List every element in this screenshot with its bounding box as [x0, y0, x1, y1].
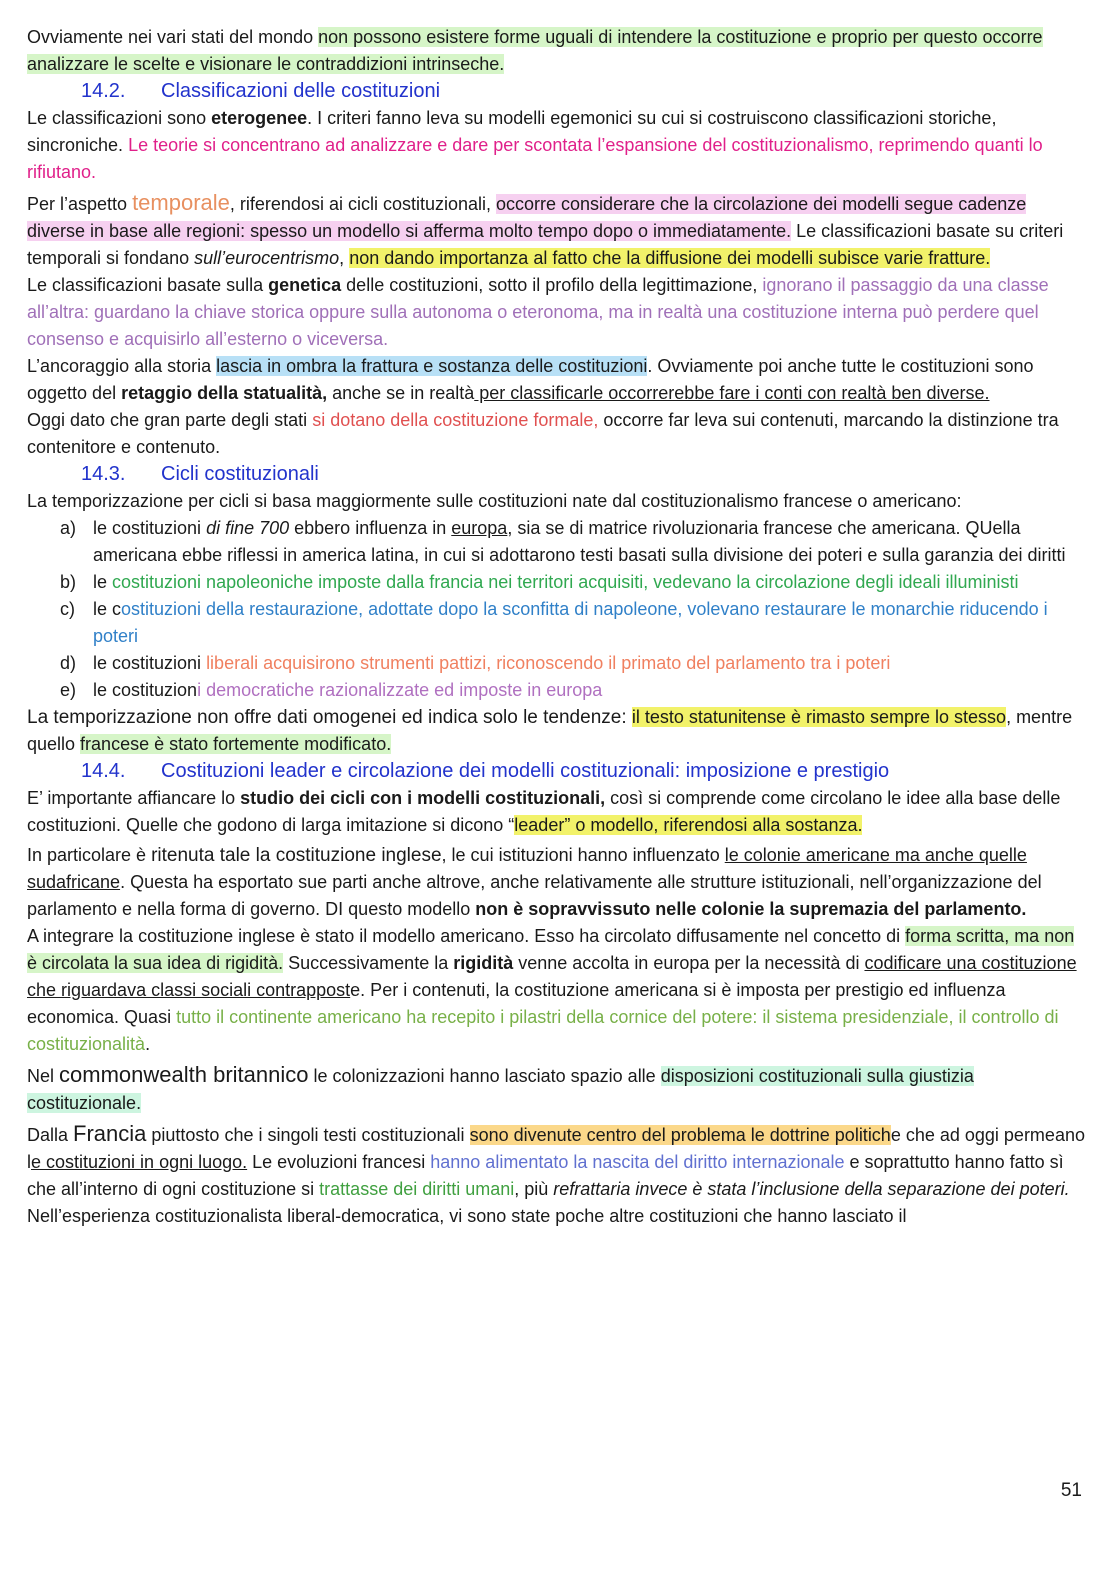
page-number: 51 — [1060, 1480, 1082, 1501]
paragraph: Le classificazioni basate sulla genetica delle costituzioni, sotto il profilo della legittimazione, ignorano il passaggio da una classe all’altra: guardano la chiave storica oppure sulla autonoma o eteronoma, ma in realtà una costituzione interna può perdere quel consenso e acquisirlo all’esterno o viceversa. — [27, 275, 1049, 349]
paragraph: Ovviamente nei vari stati del mondo non possono esistere forme uguali di intendere la costituzione e proprio per questo occorre analizzare le scelte e visionare le contraddizioni intrinseche. — [27, 27, 1043, 74]
list-item: d) le costituzioni liberali acquisirono strumenti pattizi, riconoscendo il primato del parlamento tra i poteri — [60, 653, 891, 673]
highlight: il testo statunitense è rimasto sempre lo stesso — [631, 707, 1007, 727]
colored-text: trattasse dei diritti umani — [319, 1179, 515, 1199]
highlight: non possono esistere forme uguali di intendere la costituzione e proprio per questo occorre analizzare le scelte e visionare le contraddizioni intrinseche. — [27, 27, 1043, 74]
highlight: disposizioni costituzionali sulla giustizia costituzionale. — [27, 1066, 974, 1113]
paragraph: La temporizzazione per cicli si basa maggiormente sulle costituzioni nate dal costituzionalismo francese o americano: — [27, 491, 962, 511]
cycles-list — [27, 515, 1087, 704]
paragraph: Oggi dato che gran parte degli stati si dotano della costituzione formale, occorre far leva sui contenuti, marcando la distinzione tra contenitore e contenuto. — [27, 410, 1059, 457]
paragraph: Nell’esperienza costituzionalista liberal-democratica, vi sono state poche altre costituzioni che hanno lasciato il — [27, 1206, 907, 1226]
section-heading: 14.4. Costituzioni leader e circolazione dei modelli costituzionali: imposizione e prestigio — [81, 760, 890, 782]
colored-text: ignorano il passaggio da una classe all’altra: guardano la chiave storica oppure sulla autonoma o eteronoma, ma in realtà una costituzione interna può perdere quel consenso e acquisirlo all’esterno o viceversa. — [27, 275, 1049, 349]
section-heading: 14.2. Classificazioni delle costituzioni — [81, 80, 441, 102]
underlined-text: le colonie americane ma anche quelle sudafricane — [27, 845, 1027, 892]
colored-text: si dotano della costituzione formale, — [312, 410, 599, 430]
paragraph: La temporizzazione non offre dati omogenei ed indica solo le tendenze: il testo statunitense è rimasto sempre lo stesso, mentre quello francese è stato fortemente modificato. — [27, 707, 1073, 754]
list-item: c) le costituzioni della restaurazione, adottate dopo la sconfitta di napoleone, volevano restaurare le monarchie riducendo i poteri — [60, 599, 1048, 646]
colored-text: hanno alimentato la nascita del diritto internazionale — [430, 1152, 845, 1172]
highlight: sono divenute centro del problema le dottrine politich — [469, 1125, 891, 1145]
highlight: lascia in ombra la frattura e sostanza delle costituzioni — [216, 356, 648, 376]
section-heading: 14.3. Cicli costituzionali — [81, 463, 319, 485]
paragraph: E’ importante affiancare lo studio dei cicli con i modelli costituzionali, così si comprende come circolano le idee alla base delle costituzioni. Quelle che godono di larga imitazione si dicono “leader” o modello, riferendosi alla sostanza. — [27, 788, 1061, 835]
paragraph: A integrare la costituzione inglese è stato il modello americano. Esso ha circolato diffusamente nel concetto di forma scritta, ma non è circolata la sua idea di rigidità. Successivamente la rigidità venne accolta in europa per la necessità di codificare una costituzione che riguardava classi sociali contrapposte. Per i contenuti, la costituzione americana si è imposta per prestigio ed influenza economica. Quasi tutto il continente americano ha recepito i pilastri della cornice del potere: il sistema presidenziale, il controllo di costituzionalità. — [27, 926, 1077, 1054]
paragraph: In particolare è ritenuta tale la costituzione inglese, le cui istituzioni hanno influenzato le colonie americane ma anche quelle sudafricane. Questa ha esportato sue parti anche altrove, anche relativamente alle strutture istituzionali, nell’organizzazione del parlamento e nella forma di governo. DI questo modello non è sopravvissuto nelle colonie la supremazia del parlamento. — [27, 845, 1042, 919]
highlight: leader” o modello, riferendosi alla sostanza. — [514, 815, 863, 835]
highlight: francese è stato fortemente modificato. — [80, 734, 392, 754]
colored-text: Le teorie si concentrano ad analizzare e dare per scontata l’espansione del costituzionalismo, reprimendo quanti lo rifiutano. — [27, 135, 1043, 182]
list-item: a) le costituzioni di fine 700 ebbero influenza in europa, sia se di matrice rivoluzionaria francese che americana. QUella americana ebbe riflessi in america latina, in cui si adottarono testi basati sulla divisione dei poteri e sulla garanzia dei diritti — [60, 518, 1066, 565]
document-body — [27, 24, 1087, 1230]
colored-text: temporale — [132, 190, 230, 215]
paragraph: L’ancoraggio alla storia lascia in ombra la frattura e sostanza delle costituzioni. Ovviamente poi anche tutte le costituzioni sono oggetto del retaggio della statualità, anche se in realtà per classificarle occorrerebbe fare i conti con realtà ben diverse. — [27, 356, 1034, 403]
paragraph: Nel commonwealth britannico le colonizzazioni hanno lasciato spazio alle disposizioni costituzionali sulla giustizia costituzionale. — [27, 1062, 974, 1113]
list-item: b) le costituzioni napoleoniche imposte dalla francia nei territori acquisiti, vedevano la circolazione degli ideali illuministi — [60, 572, 1019, 592]
underlined-text: e costituzioni in ogni luogo. — [31, 1152, 248, 1172]
underlined-text: codificare una costituzione che riguardava classi sociali contrappost — [27, 953, 1077, 1000]
paragraph: Le classificazioni sono eterogenee. I criteri fanno leva su modelli egemonici su cui si costruiscono classificazioni storiche, sincroniche. Le teorie si concentrano ad analizzare e dare per scontata l’espansione del costituzionalismo, reprimendo quanti lo rifiutano. — [27, 108, 1043, 182]
list-item: e) le costituzioni democratiche razionalizzate ed imposte in europa — [60, 680, 603, 700]
highlight: forma scritta, ma non è circolata la sua idea di rigidità. — [27, 926, 1075, 973]
highlight: occorre considerare che la circolazione dei modelli segue cadenze diverse in base alle regioni: spesso un modello si afferma molto tempo dopo o immediatamente. — [27, 194, 1027, 241]
underlined-text: per classificarle occorrerebbe fare i conti con realtà ben diverse. — [474, 383, 990, 403]
highlight: non dando importanza al fatto che la diffusione dei modelli subisce varie fratture. — [349, 248, 991, 268]
colored-text: tutto il continente americano ha recepito i pilastri della cornice del potere: il sistema presidenziale, il controllo di costituzionalità — [27, 1007, 1059, 1054]
paragraph: Per l’aspetto temporale, riferendosi ai cicli costituzionali, occorre considerare che la circolazione dei modelli segue cadenze diverse in base alle regioni: spesso un modello si afferma molto tempo dopo o immediatamente. Le classificazioni basate su criteri temporali si fondano sull’eurocentrismo, non dando importanza al fatto che la diffusione dei modelli subisce varie fratture. — [27, 190, 1064, 268]
paragraph: Dalla Francia piuttosto che i singoli testi costituzionali sono divenute centro del problema le dottrine politiche che ad oggi permeano le costituzioni in ogni luogo. Le evoluzioni francesi hanno alimentato la nascita del diritto internazionale e soprattutto hanno fatto sì che all’interno di ogni costituzione si trattasse dei diritti umani, più refrattaria invece è stata l’inclusione della separazione dei poteri. — [27, 1121, 1085, 1199]
